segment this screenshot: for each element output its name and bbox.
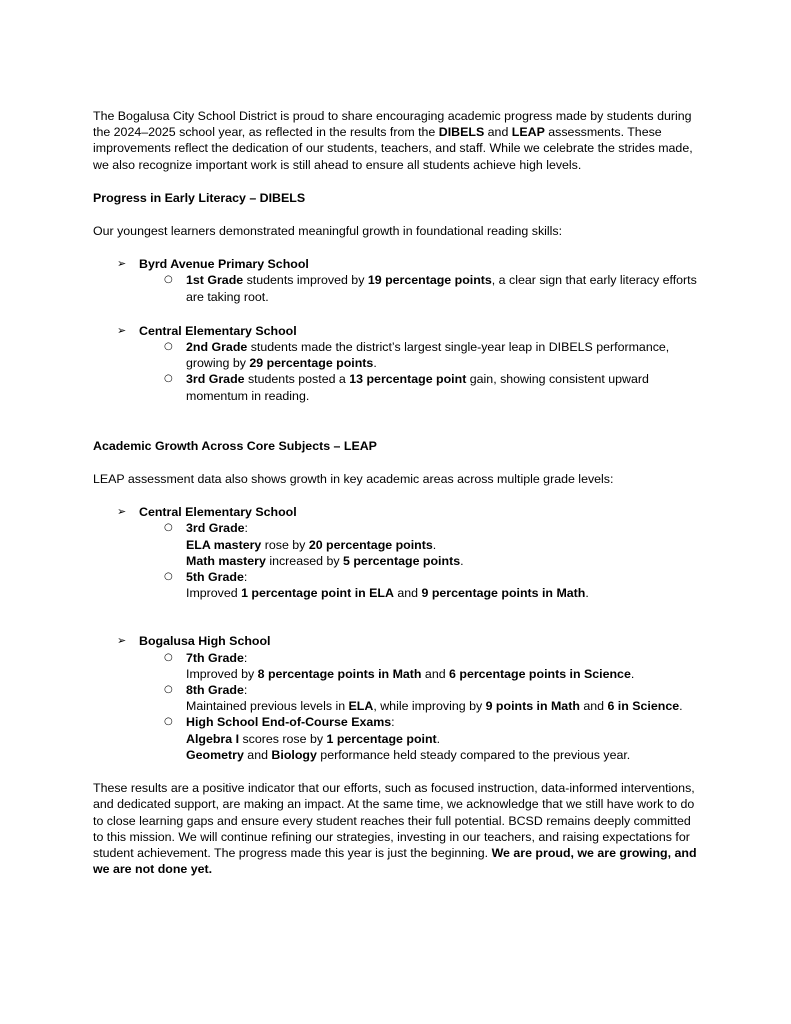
item-value: 9 points in Math	[485, 699, 580, 714]
arrow-bullet-icon: ➢	[117, 505, 127, 519]
item-text: :	[243, 650, 248, 665]
item-text: rose by	[261, 537, 309, 552]
arrow-bullet-icon: ➢	[117, 257, 127, 271]
item-text: :	[391, 715, 395, 730]
item-text: and	[393, 586, 422, 601]
circle-bullet-icon: ○	[164, 651, 173, 663]
document-page	[93, 108, 703, 877]
central-dibels-list	[93, 339, 703, 404]
list-item	[164, 272, 703, 304]
item-text: increased by	[265, 553, 344, 568]
circle-bullet-icon: ○	[164, 373, 173, 385]
item-text: .	[460, 553, 464, 568]
circle-bullet-icon: ○	[164, 571, 173, 583]
arrow-bullet-icon: ➢	[117, 634, 127, 648]
item-text: students improved by	[243, 273, 368, 288]
school-name: Central Elementary School	[139, 323, 297, 338]
grade-label: High School End-of-Course Exams	[186, 715, 392, 730]
dibels-heading: Progress in Early Literacy – DIBELS	[93, 190, 306, 205]
item-value: 6 percentage points in Science	[449, 666, 631, 681]
item-text: performance held steady compared to the previous year.	[316, 747, 631, 762]
circle-bullet-icon: ○	[164, 522, 173, 534]
item-value: 1 percentage point in ELA	[241, 586, 394, 601]
item-text: .	[432, 537, 437, 552]
item-subject: Biology	[271, 747, 317, 762]
circle-bullet-icon: ○	[164, 274, 173, 286]
item-value: 19 percentage points	[367, 273, 492, 288]
school-name: Byrd Avenue Primary School	[139, 257, 309, 272]
list-item	[164, 714, 703, 763]
intro-text-and: and	[484, 125, 512, 140]
spacer	[93, 601, 703, 633]
dibels-lead: Our youngest learners demonstrated meaningful growth in foundational reading skills:	[93, 224, 563, 239]
school-central-elementary	[93, 323, 703, 339]
list-item	[164, 682, 703, 714]
school-bogalusa-high	[93, 633, 703, 649]
closing-text: These results are a positive indicator that our efforts, such as focused instruction, data-informed interventions, and dedicated support, are making an impact. At the same time, we acknowledge that we still have work to do to close learning gaps and ensure every student reaches their full potential. BCSD remains deeply committed to this mission. We will continue refining our strategies, investing in our teachers, and raising expectations for student achievement. The progress made this year is just the beginning.	[93, 781, 695, 860]
school-name: Central Elementary School	[139, 505, 297, 520]
intro-leap: LEAP	[511, 125, 545, 140]
grade-label: 8th Grade	[186, 683, 244, 698]
item-text: :	[244, 521, 248, 536]
high-school-list	[93, 650, 703, 763]
item-text: .	[585, 586, 589, 601]
item-value: 9 percentage points in Math	[421, 586, 586, 601]
item-text: and	[579, 699, 608, 714]
item-subject: Algebra I	[186, 731, 240, 746]
item-text: .	[373, 356, 377, 371]
item-value: 6 in Science	[607, 699, 680, 714]
arrow-bullet-icon: ➢	[117, 323, 127, 337]
item-text: and	[243, 747, 272, 762]
item-text: Maintained previous levels in	[186, 699, 349, 714]
school-central-elementary-leap	[93, 504, 703, 520]
byrd-list	[93, 272, 703, 304]
circle-bullet-icon: ○	[164, 684, 173, 696]
item-text: , while improving by	[373, 699, 486, 714]
spacer	[93, 305, 703, 323]
item-subject: Math mastery	[186, 553, 266, 568]
circle-bullet-icon: ○	[164, 341, 173, 353]
leap-lead: LEAP assessment data also shows growth in key academic areas across multiple grade levels:	[93, 472, 614, 487]
item-text: , a clear sign that early literacy efforts are taking root.	[186, 273, 697, 304]
list-item	[164, 520, 703, 569]
item-text: .	[630, 666, 635, 681]
list-item	[164, 371, 703, 403]
item-text: .	[679, 699, 683, 714]
item-value: 1 percentage point	[326, 731, 437, 746]
item-subject: ELA mastery	[186, 537, 262, 552]
item-text: gain, showing consistent upward momentum in reading.	[186, 372, 649, 403]
grade-label: 3rd Grade	[186, 372, 245, 387]
item-value: 20 percentage points	[308, 537, 433, 552]
item-text: scores rose by	[239, 731, 327, 746]
school-name: Bogalusa High School	[139, 634, 271, 649]
closing-bold: We are proud, we are growing, and we are not done yet.	[93, 845, 697, 877]
spacer	[93, 763, 703, 780]
item-text: students posted a	[244, 372, 350, 387]
spacer	[93, 404, 703, 438]
item-text: Improved by	[186, 666, 258, 681]
item-text: students made the district’s largest single-year leap in DIBELS performance, growing by	[186, 340, 670, 371]
central-leap-list	[93, 520, 703, 601]
grade-label: 1st Grade	[186, 273, 244, 288]
item-text: Improved	[186, 586, 242, 601]
item-subject: ELA	[348, 699, 374, 714]
item-text: and	[421, 666, 450, 681]
grade-label: 3rd Grade	[186, 521, 245, 536]
item-value: 13 percentage point	[349, 372, 467, 387]
grade-label: 7th Grade	[186, 650, 244, 665]
list-item	[164, 569, 703, 601]
grade-label: 5th Grade	[186, 570, 244, 585]
intro-text: The Bogalusa City School District is proud to share encouraging academic progress made by students during the 2024–2025 school year, as reflected in the results from the	[93, 109, 692, 140]
grade-label: 2nd Grade	[186, 340, 248, 355]
item-value: 8 percentage points in Math	[257, 666, 422, 681]
intro-paragraph	[93, 108, 703, 173]
closing-paragraph	[93, 780, 703, 877]
item-text: :	[243, 570, 248, 585]
intro-text-end: assessments. These improvements reflect the dedication of our students, teachers, and staff. While we celebrate the strides made, we also recognize important work is still ahead to ensure all students achieve high levels.	[93, 125, 693, 172]
item-subject: Geometry	[186, 747, 244, 762]
list-item	[164, 650, 703, 682]
intro-dibels: DIBELS	[438, 125, 485, 140]
item-value: 5 percentage points	[343, 553, 461, 568]
item-text: .	[436, 731, 441, 746]
list-item	[164, 339, 703, 371]
item-value: 29 percentage points	[249, 356, 374, 371]
item-text: :	[243, 683, 248, 698]
leap-heading: Academic Growth Across Core Subjects – LEAP	[93, 438, 377, 453]
school-byrd-avenue	[93, 256, 703, 272]
circle-bullet-icon: ○	[164, 716, 173, 728]
